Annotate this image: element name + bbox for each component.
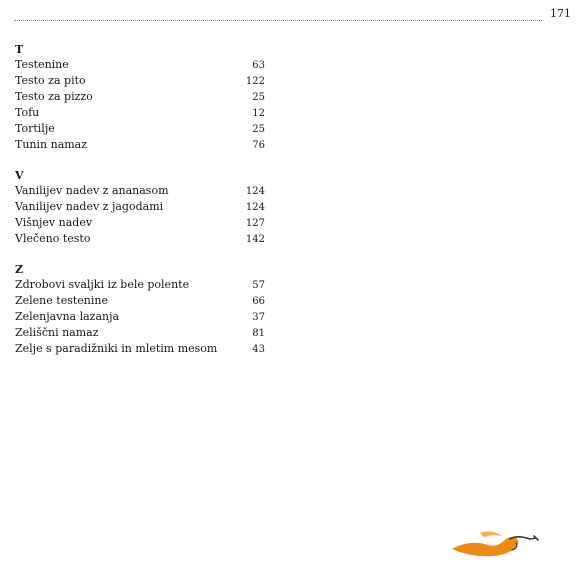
entry-name: Zelenjavna lazanja	[15, 310, 120, 323]
index-section-z	[15, 262, 265, 357]
recipe-index	[15, 42, 265, 372]
entry-page: 81	[252, 328, 265, 339]
entry-page: 76	[252, 140, 265, 151]
entry-name: Testo za pito	[15, 74, 86, 87]
section-letter: V	[15, 169, 24, 182]
entry-name: Zeliščni namaz	[15, 326, 99, 339]
index-section-v	[15, 168, 265, 247]
section-letter: Z	[15, 263, 24, 276]
entry-page: 37	[252, 312, 265, 323]
entry-page: 12	[252, 108, 265, 119]
entry-name: Vlečeno testo	[15, 232, 91, 245]
index-entry	[15, 325, 265, 341]
entry-page: 66	[252, 296, 265, 307]
index-entry	[15, 57, 265, 73]
index-entry	[15, 105, 265, 121]
entry-name: Tofu	[15, 106, 40, 119]
entry-page: 57	[252, 280, 265, 291]
entry-name: Višnjev nadev	[15, 216, 93, 229]
index-entry	[15, 89, 265, 105]
entry-page: 25	[252, 92, 265, 103]
entry-name: Testo za pizzo	[15, 90, 93, 103]
entry-page: 43	[252, 344, 265, 355]
entry-page: 124	[245, 186, 265, 197]
entry-name: Zelje s paradižniki in mletim mesom	[15, 342, 218, 355]
chili-pepper-icon	[450, 527, 540, 561]
index-entry	[15, 73, 265, 89]
header-dotted-rule	[14, 20, 542, 21]
index-entry	[15, 183, 265, 199]
index-entry	[15, 231, 265, 247]
section-letter: T	[15, 43, 24, 56]
entry-page: 127	[245, 218, 265, 229]
index-entry	[15, 121, 265, 137]
entry-page: 124	[245, 202, 265, 213]
entry-page: 122	[245, 76, 265, 87]
entry-name: Vanilijev nadev z jagodami	[15, 200, 164, 213]
entry-name: Tunin namaz	[15, 138, 88, 151]
index-entry	[15, 199, 265, 215]
index-entry	[15, 341, 265, 357]
entry-name: Tortilje	[15, 122, 55, 135]
entry-page: 25	[252, 124, 265, 135]
entry-name: Zelene testenine	[15, 294, 108, 307]
page-number: 171	[550, 7, 571, 20]
index-entry	[15, 293, 265, 309]
index-entry	[15, 277, 265, 293]
entry-page: 142	[245, 234, 265, 245]
entry-page: 63	[252, 60, 265, 71]
index-entry	[15, 215, 265, 231]
index-entry	[15, 137, 265, 153]
index-entry	[15, 309, 265, 325]
entry-name: Zdrobovi svaljki iz bele polente	[15, 278, 190, 291]
index-section-t	[15, 42, 265, 153]
entry-name: Testenine	[15, 58, 69, 71]
entry-name: Vanilijev nadev z ananasom	[15, 184, 169, 197]
